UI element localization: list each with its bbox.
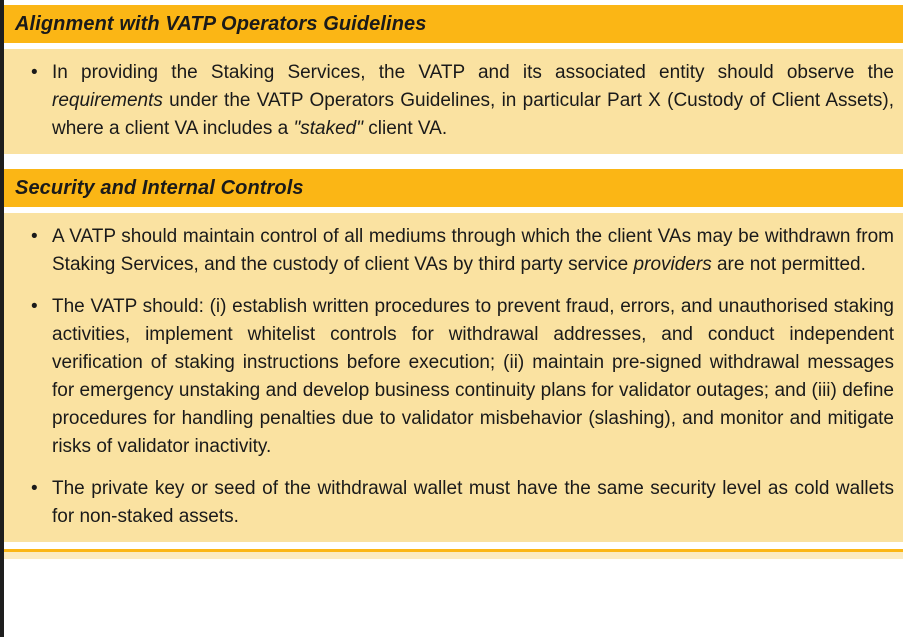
bullet-icon: • <box>31 62 38 83</box>
bullet-text: The private key or seed of the withdrawal wallet must have the same security level as cold wallets for non-staked assets. <box>52 478 894 527</box>
bullet-text: A VATP should maintain control of all mediums through which the client VAs may be withdrawn from Staking Services, and the custody of client VAs by third party service providers are not permitted. <box>52 226 894 275</box>
bullet-icon: • <box>31 478 38 499</box>
bullet-item <box>4 223 903 279</box>
bullet-item <box>4 293 903 461</box>
section-body <box>4 49 903 154</box>
section-header <box>4 5 903 43</box>
bullet-icon: • <box>31 296 38 317</box>
bullet-item <box>4 475 903 531</box>
section-alignment-vatp-guidelines <box>4 5 903 154</box>
next-section-top-edge <box>4 549 903 559</box>
bullet-text: In providing the Staking Services, the VATP and its associated entity should observe the requirements under the VATP Operators Guidelines, in particular Part X (Custody of Client Assets), where a client VA includes a "staked" client VA. <box>52 62 894 139</box>
section-title: Security and Internal Controls <box>15 176 304 199</box>
bullet-item <box>4 59 903 143</box>
section-title: Alignment with VATP Operators Guidelines <box>15 12 427 35</box>
section-security-internal-controls <box>4 169 903 542</box>
bullet-icon: • <box>31 226 38 247</box>
section-header <box>4 169 903 207</box>
bullet-text: The VATP should: (i) establish written procedures to prevent fraud, errors, and unauthorised staking activities, implement whitelist controls for withdrawal addresses, and conduct independent verification of staking instructions before execution; (ii) maintain pre-signed withdrawal messages for emergency unstaking and develop business continuity plans for validator outages; and (iii) define procedures for handling penalties due to validator misbehavior (slashing), and monitor and mitigate risks of validator inactivity. <box>52 296 894 457</box>
section-body <box>4 213 903 542</box>
